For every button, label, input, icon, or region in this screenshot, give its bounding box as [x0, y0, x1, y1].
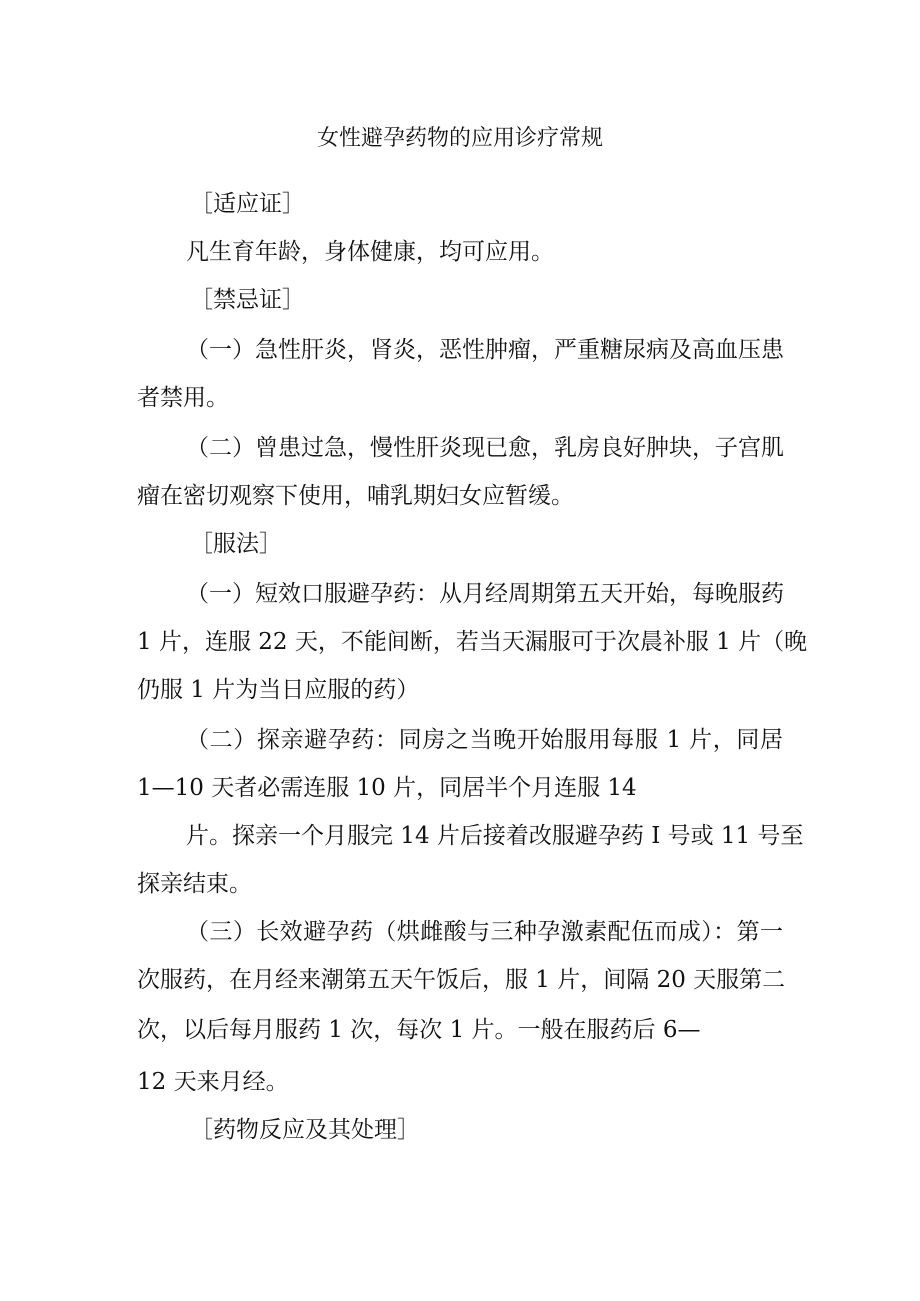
contraindication-item-1-line-1: （一）急性肝炎，肾炎，恶性肿瘤，严重糖尿病及高血压患	[186, 337, 784, 363]
document-title: 女性避孕药物的应用诊疗常规	[316, 126, 603, 151]
contraindications-heading: ［禁忌证］	[190, 287, 305, 313]
usage-item-3-line-3: 次，以后每月服药 1 次，每次 1 片。一般在服药后 6—	[137, 1017, 701, 1043]
usage-item-3-line-2: 次服药，在月经来潮第五天午饭后，服 1 片，间隔 20 天服第二	[137, 967, 786, 993]
indications-heading: ［适应证］	[190, 191, 305, 217]
usage-item-3-line-1: （三）长效避孕药（烘雌酸与三种孕激素配伍而成）：第一	[186, 919, 783, 945]
contraindication-item-1-line-2: 者禁用。	[137, 385, 229, 411]
usage-heading: ［服法］	[190, 531, 282, 557]
usage-item-1-line-2: 1 片，连服 22 天，不能间断，若当天漏服可于次晨补服 1 片（晚	[137, 629, 808, 655]
usage-item-3-line-4: 12 天来月经。	[137, 1069, 289, 1095]
usage-item-2-line-2: 1—10 天者必需连服 10 片，同居半个月连服 14	[137, 775, 637, 801]
reactions-heading: ［药物反应及其处理］	[190, 1117, 420, 1143]
usage-item-1-line-3: 仍服 1 片为当日应服的药）	[137, 677, 420, 703]
usage-item-2-line-3: 片。探亲一个月服完 14 片后接着改服避孕药 I 号或 11 号至	[186, 823, 804, 849]
contraindication-item-2-line-2: 瘤在密切观察下使用，哺乳期妇女应暂缓。	[137, 483, 574, 509]
indications-text: 凡生育年龄，身体健康，均可应用。	[186, 239, 554, 265]
usage-item-1-line-1: （一）短效口服避孕药：从月经周期第五天开始，每晚服药	[186, 581, 784, 607]
usage-item-2-line-4: 探亲结束。	[137, 871, 252, 897]
contraindication-item-2-line-1: （二）曾患过急，慢性肝炎现已愈，乳房良好肿块，子宫肌	[186, 435, 784, 461]
usage-item-2-line-1: （二）探亲避孕药：同房之当晚开始服用每服 1 片，同居	[186, 727, 783, 753]
